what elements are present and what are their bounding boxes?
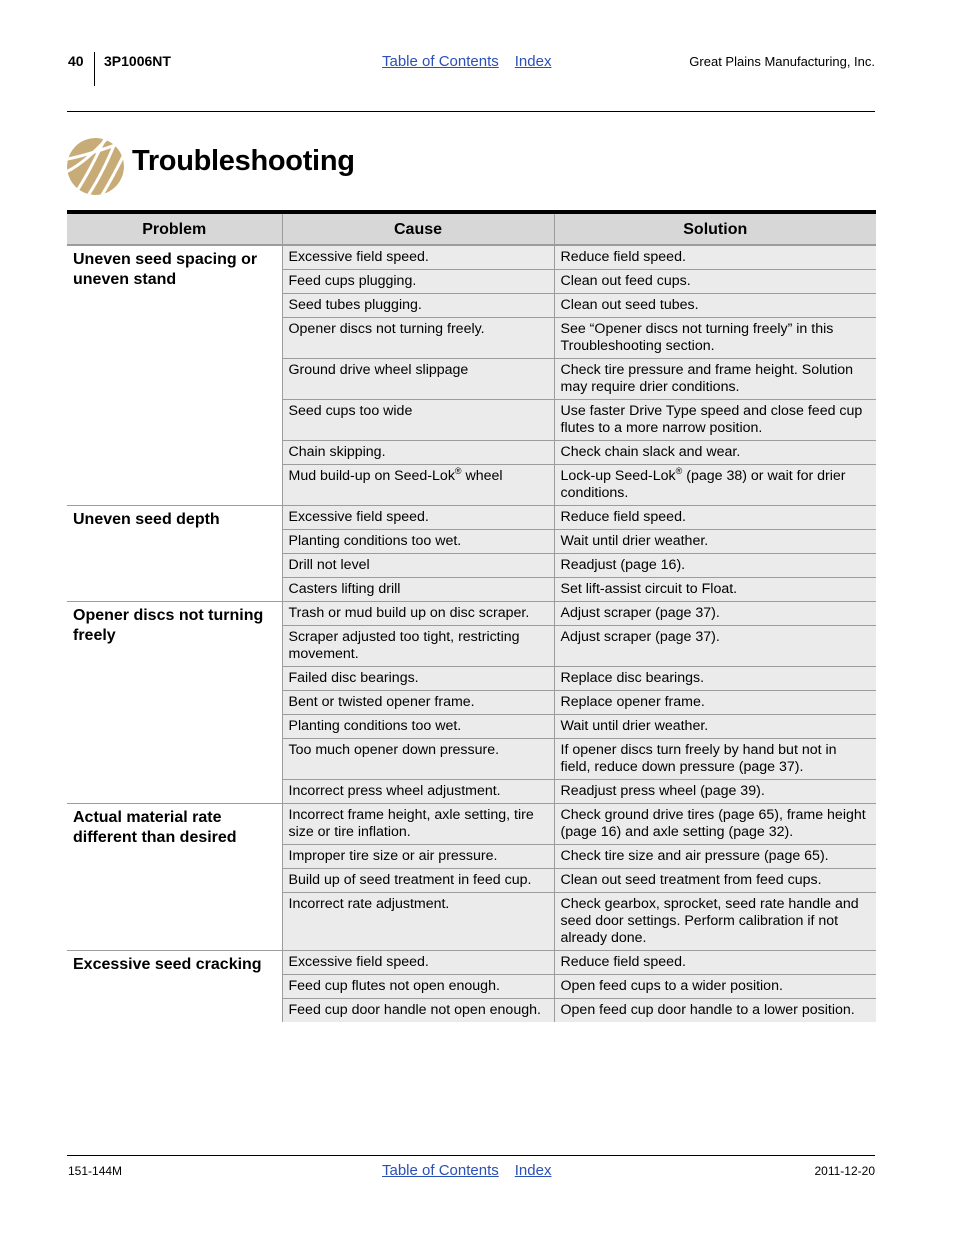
cause-text: Build up of seed treatment in feed cup.: [288, 872, 532, 888]
cause-cell: [282, 951, 554, 975]
table-row: [67, 506, 876, 530]
solution-cell: [554, 951, 876, 975]
solution-cell: [554, 465, 876, 506]
solution-cell: [554, 715, 876, 739]
solution-cell: [554, 602, 876, 626]
footer-index-link[interactable]: Index: [514, 1162, 552, 1179]
cause-cell: [282, 780, 554, 804]
solution-cell: [554, 691, 876, 715]
cause-cell: [282, 294, 554, 318]
solution-cell: [554, 554, 876, 578]
solution-cell: [554, 359, 876, 400]
cause-cell: [282, 506, 554, 530]
solution-text: Clean out seed treatment from feed cups.: [560, 872, 822, 888]
table-row: [67, 951, 876, 975]
solution-cell: [554, 270, 876, 294]
cause-cell: [282, 804, 554, 845]
cause-text: Failed disc bearings.: [288, 670, 419, 686]
cause-cell: [282, 715, 554, 739]
great-plains-logo-icon: [67, 138, 124, 195]
solution-text: Open feed cup door handle to a lower position.: [560, 1002, 855, 1018]
solution-cell: [554, 506, 876, 530]
problem-column-header: Problem: [67, 212, 282, 245]
solution-cell: [554, 578, 876, 602]
cause-cell: [282, 465, 554, 506]
document-id: 3P1006NT: [104, 53, 171, 69]
solution-text: Clean out seed tubes.: [560, 297, 699, 313]
problem-cell: Uneven seed depth: [67, 506, 282, 602]
solution-text: Readjust (page 16).: [560, 557, 686, 573]
cause-cell: [282, 893, 554, 951]
cause-text: Chain skipping.: [288, 444, 386, 460]
solution-text: Replace opener frame.: [560, 694, 705, 710]
solution-cell: [554, 294, 876, 318]
header-rule: [67, 111, 875, 112]
solution-cell: [554, 626, 876, 667]
solution-cell: [554, 975, 876, 999]
solution-cell: [554, 869, 876, 893]
header-nav: [382, 53, 551, 70]
solution-text: Reduce field speed.: [560, 954, 686, 970]
solution-text: Set lift-assist circuit to Float.: [560, 581, 738, 597]
cause-text: Excessive field speed.: [288, 509, 429, 525]
footer-doc-number: 151-144M: [68, 1164, 123, 1178]
cause-text: Planting conditions too wet.: [288, 533, 462, 549]
solution-cell: [554, 804, 876, 845]
solution-text: Check gearbox, sprocket, seed rate handle and seed door settings. Perform calibration if not already done.: [560, 896, 859, 946]
solution-text: See “Opener discs not turning freely” in this Troubleshooting section.: [560, 321, 834, 354]
problem-cell: Excessive seed cracking: [67, 951, 282, 1023]
problem-cell: Uneven seed spacing or uneven stand: [67, 245, 282, 506]
cause-cell: [282, 869, 554, 893]
cause-cell: [282, 554, 554, 578]
table-row: [67, 804, 876, 845]
cause-text: Seed tubes plugging.: [288, 297, 422, 313]
cause-cell: [282, 318, 554, 359]
cause-text: Casters lifting drill: [288, 581, 401, 597]
cause-text: Bent or twisted opener frame.: [288, 694, 475, 710]
solution-cell: [554, 780, 876, 804]
solution-text: Reduce field speed.: [560, 249, 686, 265]
cause-cell: [282, 667, 554, 691]
table-row: [67, 245, 876, 270]
solution-cell: [554, 441, 876, 465]
cause-cell: [282, 691, 554, 715]
cause-text-continued: wheel: [461, 468, 503, 484]
solution-text: Adjust scraper (page 37).: [560, 629, 720, 645]
cause-text: Improper tire size or air pressure.: [288, 848, 498, 864]
solution-text: Clean out feed cups.: [560, 273, 691, 289]
solution-text: Wait until drier weather.: [560, 533, 709, 549]
registered-mark: ®: [675, 466, 683, 476]
solution-text: Check ground drive tires (page 65), frame height (page 16) and axle setting (page 32).: [560, 807, 866, 840]
solution-text: Adjust scraper (page 37).: [560, 605, 720, 621]
cause-cell: [282, 400, 554, 441]
company-name: Great Plains Manufacturing, Inc.: [689, 54, 875, 69]
solution-text: Use faster Drive Type speed and close feed cup flutes to a more narrow position.: [560, 403, 863, 436]
solution-column-header: Solution: [554, 212, 876, 245]
solution-text: Reduce field speed.: [560, 509, 686, 525]
problem-cell: Actual material rate different than desired: [67, 804, 282, 951]
problem-cell: Opener discs not turning freely: [67, 602, 282, 804]
cause-text: Mud build-up on Seed-Lok: [288, 468, 455, 484]
page-header: [0, 0, 954, 112]
footer-table-of-contents-link[interactable]: Table of Contents: [382, 1162, 499, 1179]
cause-text: Trash or mud build up on disc scraper.: [288, 605, 530, 621]
solution-text: Readjust press wheel (page 39).: [560, 783, 765, 799]
cause-text: Incorrect rate adjustment.: [288, 896, 450, 912]
cause-text: Excessive field speed.: [288, 954, 429, 970]
cause-text: Feed cup flutes not open enough.: [288, 978, 500, 994]
cause-cell: [282, 270, 554, 294]
cause-cell: [282, 530, 554, 554]
registered-mark: ®: [454, 466, 462, 476]
cause-cell: [282, 602, 554, 626]
cause-cell: [282, 975, 554, 999]
cause-text: Too much opener down pressure.: [288, 742, 500, 758]
cause-column-header: Cause: [282, 212, 554, 245]
solution-text: Check chain slack and wear.: [560, 444, 741, 460]
solution-text: If opener discs turn freely by hand but not in field, reduce down pressure (page 37).: [560, 742, 837, 775]
solution-text: Check tire pressure and frame height. Solution may require drier conditions.: [560, 362, 854, 395]
solution-cell: [554, 530, 876, 554]
solution-cell: [554, 845, 876, 869]
cause-cell: [282, 245, 554, 270]
solution-text: Check tire size and air pressure (page 65).: [560, 848, 829, 864]
cause-cell: [282, 441, 554, 465]
page-number: 40: [68, 53, 84, 69]
cause-cell: [282, 999, 554, 1023]
table-header-row: [67, 212, 876, 245]
solution-text-continued: (page 38) or wait for drier conditions.: [560, 468, 846, 501]
cause-text: Seed cups too wide: [288, 403, 413, 419]
cause-text: Incorrect frame height, axle setting, tire size or tire inflation.: [288, 807, 534, 840]
cause-cell: [282, 578, 554, 602]
header-divider: [94, 52, 95, 86]
cause-text: Scraper adjusted too tight, restricting movement.: [288, 629, 520, 662]
solution-text: Open feed cups to a wider position.: [560, 978, 783, 994]
cause-text: Planting conditions too wet.: [288, 718, 462, 734]
footer-nav: [382, 1162, 551, 1179]
cause-cell: [282, 626, 554, 667]
cause-text: Incorrect press wheel adjustment.: [288, 783, 501, 799]
solution-text: Lock-up Seed-Lok: [560, 468, 676, 484]
cause-cell: [282, 359, 554, 400]
footer-date: 2011-12-20: [814, 1164, 875, 1178]
cause-text: Feed cup door handle not open enough.: [288, 1002, 541, 1018]
cause-text: Ground drive wheel slippage: [288, 362, 469, 378]
table-row: [67, 602, 876, 626]
solution-text: Replace disc bearings.: [560, 670, 705, 686]
solution-cell: [554, 318, 876, 359]
footer-rule: [67, 1155, 875, 1156]
table-of-contents-link[interactable]: Table of Contents: [382, 53, 499, 70]
page-title: Troubleshooting: [132, 145, 355, 177]
solution-cell: [554, 667, 876, 691]
solution-cell: [554, 893, 876, 951]
cause-cell: [282, 845, 554, 869]
cause-text: Opener discs not turning freely.: [288, 321, 485, 337]
solution-cell: [554, 999, 876, 1023]
cause-text: Excessive field speed.: [288, 249, 429, 265]
solution-cell: [554, 739, 876, 780]
solution-cell: [554, 245, 876, 270]
cause-text: Drill not level: [288, 557, 370, 573]
solution-cell: [554, 400, 876, 441]
table-body: [67, 245, 876, 1022]
cause-cell: [282, 739, 554, 780]
cause-text: Feed cups plugging.: [288, 273, 417, 289]
troubleshooting-table: [67, 210, 876, 1022]
index-link[interactable]: Index: [514, 53, 552, 70]
solution-text: Wait until drier weather.: [560, 718, 709, 734]
